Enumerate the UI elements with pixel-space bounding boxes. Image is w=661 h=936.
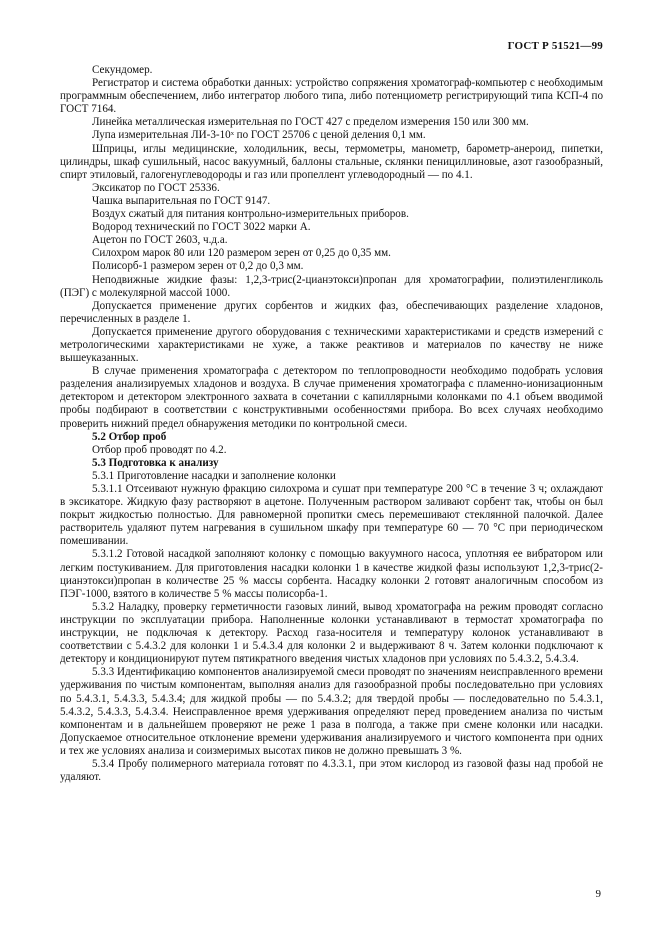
paragraph: Силохром марок 80 или 120 размером зерен от 0,25 до 0,35 мм. (92, 247, 391, 260)
paragraph: Шприцы, иглы медицинские, холодильник, весы, термометры, манометр, барометр-анероид, пипетки, цилиндры, шкаф сушильный, насос вакуумный, баллоны стальные, склянки пенициллиновые, азот газообразный, спирт этиловый, галогенуглеводороды и газ или пропеллент углеводородный — по 4.1. (60, 142, 603, 181)
paragraph: В случае применения хроматографа с детектором по теплопроводности необходимо подобрать условия разделения анализируемых хладонов и воздуха. В случае применения хроматографа с пламенно-ионизационным детектором и детектором электронного захвата в сочетании с капиллярными колонками по 4.1 объем вводимой пробы подбирают в соответствии с конструктивными особенностями прибора. Во всех случаях необходимо проверить нижний предел обнаружения методики по контрольной смеси. (60, 365, 603, 430)
paragraph-5-3-1-2: 5.3.1.2 Готовой насадкой заполняют колонку с помощью вакуумного насоса, уплотняя ее вибратором или легким постукиванием. Для приготовления насадки колонки 1 в качестве жидкой фазы используют 1,2,3-трис(2-цианэтокси)пропан в количестве 25 % массы сорбента. Насадку колонки 2 готовят аналогичным способом из ПЭГ-1000, взятого в количестве 5 % массы полисорба-1. (60, 548, 603, 600)
paragraph: Допускается применение других сорбентов и жидких фаз, обеспечивающих разделение хладонов, перечисленных в разделе 1. (60, 299, 603, 325)
paragraph-5-3-2: 5.3.2 Наладку, проверку герметичности газовых линий, вывод хроматографа на режим проводят согласно инструкции по эксплуатации прибора. Наполненные колонки устанавливают в термостат хроматографа по инструкции, не подключая к детектору. Расход газа-носителя и температуру колонок устанавливают в соответствии с 5.4.3.2 для колонки 1 и 5.4.3.4 для колонки 2 и выдерживают 8 ч. Затем колонки подключают к детектору и кондиционируют путем пятикратного введения чистых хладонов при условиях по 5.4.3.2, 5.4.3.4. (60, 600, 603, 666)
paragraph-5-3-1-1: 5.3.1.1 Отсеивают нужную фракцию силохрома и сушат при температуре 200 °С в течение 3 ч; охлаждают в эксикаторе. Жидкую фазу растворяют в ацетоне. Полученным раствором заливают сорбент так, чтобы он был покрыт жидкостью полностью. Для равномерной пропитки смесь перемешивают стеклянной палочкой. Далее растворитель удаляют путем нагревания в сушильном шкафу при температуре 60 — 70 °С при периодическом помешивании. (60, 483, 603, 548)
paragraph: Секундомер. (92, 64, 153, 76)
paragraph: Регистратор и система обработки данных: устройство сопряжения хроматограф-компьютер с необходимым программным обеспечением, либо интегратор любого типа, либо потенциометр регистрирующий типа КСП-4 по ГОСТ 7164. (60, 77, 603, 116)
paragraph: Водород технический по ГОСТ 3022 марки А. (92, 221, 311, 234)
document-body (60, 64, 603, 784)
paragraph-5-3-4: 5.3.4 Пробу полимерного материала готовят по 4.3.3.1, при этом кислород из газовой фазы над пробой не удаляют. (60, 757, 603, 784)
paragraph: Полисорб-1 размером зерен от 0,2 до 0,3 мм. (92, 260, 304, 273)
paragraph: Ацетон по ГОСТ 2603, ч.д.а. (92, 234, 228, 247)
paragraph: Неподвижные жидкие фазы: 1,2,3-трис(2-цианэтокси)пропан для хроматографии, полиэтиленгликоль (ПЭГ) с молекулярной массой 1000. (60, 273, 603, 299)
paragraph: Воздух сжатый для питания контрольно-измерительных приборов. (92, 208, 409, 221)
section-heading-5-2: 5.2 Отбор проб (92, 430, 167, 443)
paragraph: Лупа измерительная ЛИ-3-10ˣ по ГОСТ 25706 с ценой деления 0,1 мм. (92, 129, 426, 142)
subsection-title-5-3-1: 5.3.1 Приготовление насадки и заполнение колонки (92, 469, 336, 482)
paragraph: Линейка металлическая измерительная по ГОСТ 427 с пределом измерения 150 или 300 мм. (92, 116, 529, 129)
paragraph-5-3-3: 5.3.3 Идентификацию компонентов анализируемой смеси проводят по значениям неисправленного времени удерживания по чистым компонентам, выполняя анализ для газообразной пробы последовательно при условиях по 5.4.3.1, 5.4.3.3, 5.4.3.4; для жидкой пробы — по 5.4.3.2; для твердой пробы — последовательно по 5.4.3.1, 5.4.3.2, 5.4.3.3, 5.4.3.4. Неисправленное время удерживания определяют перед проведением анализа по чистым компонентам и в дальнейшем проверяют не реже 1 раза в полгода, а также при смене колонки или насадки. Допускаемое относительное отклонение времени удерживания анализируемого и чистого компонента при одних и тех же условиях анализа и соизмеримых высотах пиков не должно превышать 3 %. (60, 666, 603, 757)
paragraph: Отбор проб проводят по 4.2. (92, 443, 227, 456)
section-heading-5-3: 5.3 Подготовка к анализу (92, 456, 219, 469)
paragraph: Эксикатор по ГОСТ 25336. (92, 181, 220, 194)
standard-header: ГОСТ Р 51521—99 (507, 40, 603, 52)
paragraph: Допускается применение другого оборудования с техническими характеристиками и средств измерений с метрологическими характеристиками не хуже, а также реактивов и материалов по качеству не ниже вышеуказанных. (60, 325, 603, 365)
paragraph: Чашка выпарительная по ГОСТ 9147. (92, 194, 271, 207)
page-number: 9 (595, 888, 601, 900)
